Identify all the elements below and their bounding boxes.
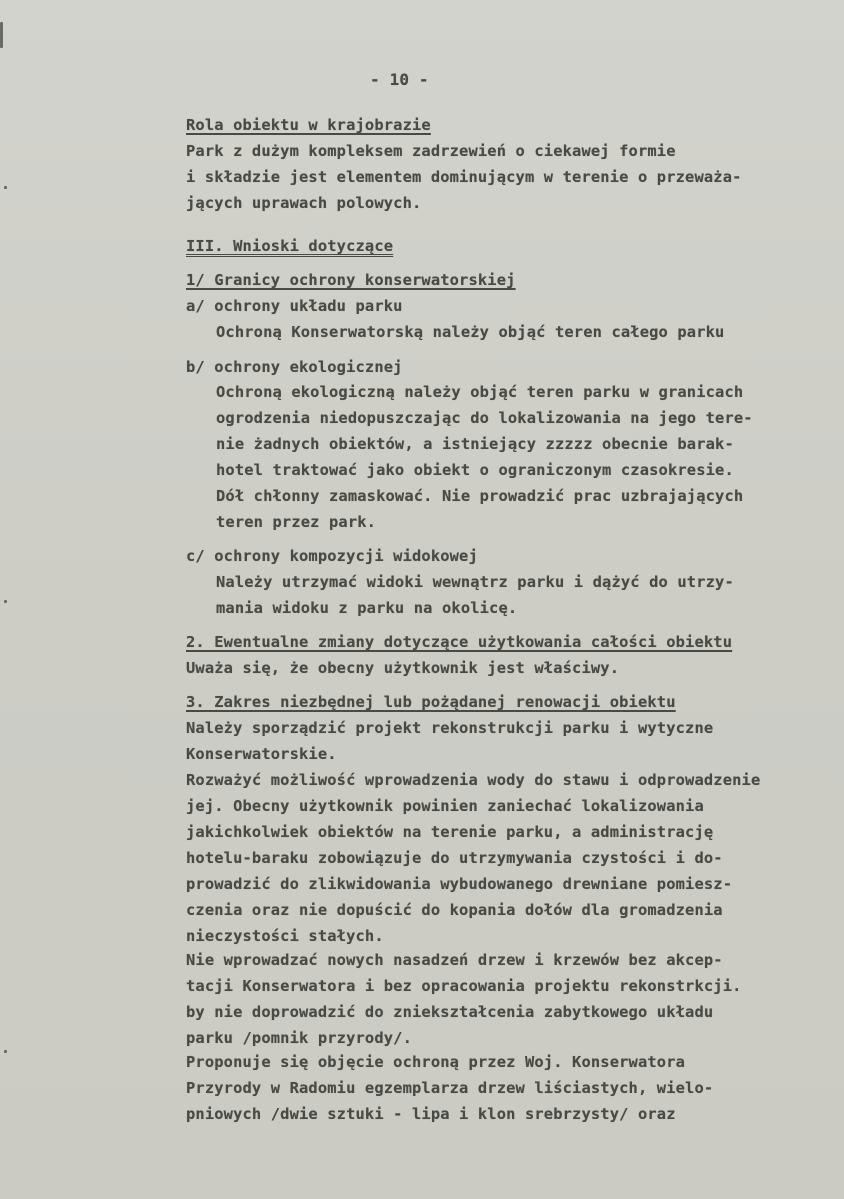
margin-mark [4,600,7,603]
paragraph-line: Należy utrzymać widoki wewnątrz parku i dążyć do utrzy- [216,573,734,591]
paragraph-line: jakichkolwiek obiektów na terenie parku, a administrację [186,823,714,841]
paragraph-line: czenia oraz nie dopuścić do kopania dołów dla gromadzenia [186,901,723,919]
paragraph-line: Nie wprowadzać nowych nasadzeń drzew i krzewów bez akcep- [186,951,723,969]
paragraph-line: jej. Obecny użytkownik powinien zaniechać lokalizowania [186,797,704,815]
paragraph-line: hotelu-baraku zobowiązuje do utrzymywania czystości i do- [186,849,723,867]
margin-mark [4,1050,7,1053]
paragraph-line: hotel traktować jako obiekt o ograniczonym czasokresie. [216,461,734,479]
section-heading-wnioski: III. Wnioski dotyczące [186,237,394,255]
subsection-heading-3: 3. Zakres niezbędnej lub pożądanej renowacji obiektu [186,693,676,711]
paragraph-line: Konserwatorskie. [186,745,337,763]
margin-mark [0,22,3,48]
subsection-heading-1: 1/ Granicy ochrony konserwatorskiej [186,271,516,289]
paragraph-line: nieczystości stałych. [186,927,384,945]
margin-mark [4,186,7,189]
item-label-c: c/ ochrony kompozycji widokowej [186,547,478,565]
paragraph-line: Proponuje się objęcie ochroną przez Woj. Konserwatora [186,1053,686,1071]
paragraph-line: tacji Konserwatora i bez opracowania projektu rekonstrkcji. [186,977,742,995]
paragraph-line: Ochroną Konserwatorską należy objąć teren całego parku [216,323,725,341]
paragraph-line: Park z dużym kompleksem zadrzewień o ciekawej formie [186,142,676,160]
paragraph-line: jących uprawach polowych. [186,194,422,212]
page-number: - 10 - [370,70,429,89]
item-label-a: a/ ochrony układu parku [186,297,403,315]
paragraph-line: Dół chłonny zamaskować. Nie prowadzić prac uzbrajających [216,487,744,505]
paragraph-line: Ochroną ekologiczną należy objąć teren parku w granicach [216,383,744,401]
paragraph-line: Należy sporządzić projekt rekonstrukcji parku i wytyczne [186,719,714,737]
subsection-heading-2: 2. Ewentualne zmiany dotyczące użytkowania całości obiektu [186,633,733,651]
paragraph-line: nie żadnych obiektów, a istniejący zzzzz obecnie barak- [216,435,734,453]
paragraph-line: pniowych /dwie sztuki - lipa i klon srebrzysty/ oraz [186,1105,676,1123]
paragraph-line: i składzie jest elementem dominującym w terenie o przeważa- [186,168,742,186]
paragraph-line: by nie doprowadzić do zniekształcenia zabytkowego układu [186,1003,714,1021]
paragraph-line: Przyrody w Radomiu egzemplarza drzew liściastych, wielo- [186,1079,714,1097]
item-label-b: b/ ochrony ekologicznej [186,358,403,376]
section-heading-rola: Rola obiektu w krajobrazie [186,116,431,134]
paragraph-line: ogrodzenia niedopuszczając do lokalizowania na jego tere- [216,409,753,427]
paragraph-line: mania widoku z parku na okolicę. [216,599,518,617]
paragraph-line: Uważa się, że obecny użytkownik jest właściwy. [186,659,620,677]
paragraph-line: prowadzić do zlikwidowania wybudowanego drewniane pomiesz- [186,875,733,893]
paragraph-line: parku /pomnik przyrody/. [186,1029,412,1047]
paragraph-line: Rozważyć możliwość wprowadzenia wody do stawu i odprowadzenie [186,771,761,789]
paragraph-line: teren przez park. [216,513,377,531]
